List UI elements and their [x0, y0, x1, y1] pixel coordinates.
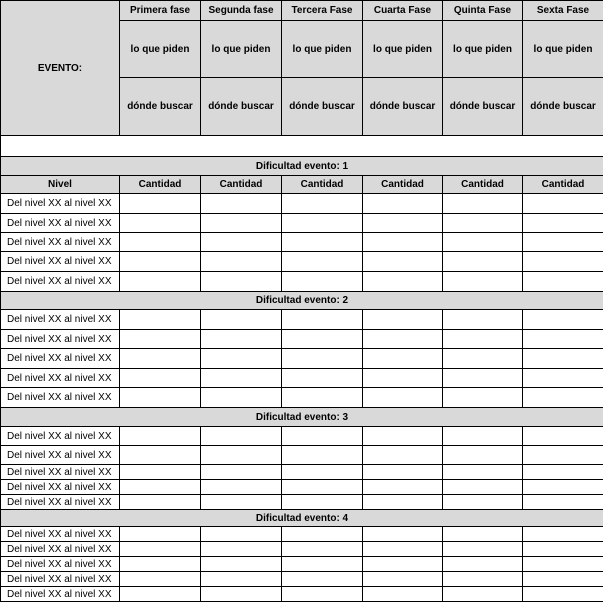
cantidad-cell[interactable] [443, 557, 523, 572]
cantidad-cell[interactable] [443, 369, 523, 388]
cantidad-cell[interactable] [523, 272, 603, 292]
level-cell: Del nivel XX al nivel XX [1, 587, 120, 602]
cantidad-cell[interactable] [282, 272, 363, 292]
cantidad-cell[interactable] [120, 272, 201, 292]
cantidad-cell[interactable] [443, 465, 523, 480]
cantidad-cell[interactable] [120, 427, 201, 446]
cantidad-cell[interactable] [120, 495, 201, 510]
table-row [1, 194, 603, 214]
cantidad-cell[interactable] [120, 572, 201, 587]
cantidad-cell[interactable] [201, 572, 282, 587]
cantidad-cell[interactable] [363, 349, 443, 369]
cantidad-cell[interactable] [443, 388, 523, 408]
level-cell: Del nivel XX al nivel XX [1, 446, 120, 465]
cantidad-cell[interactable] [523, 527, 603, 542]
level-cell: Del nivel XX al nivel XX [1, 465, 120, 480]
level-cell: Del nivel XX al nivel XX [1, 572, 120, 587]
cantidad-cell[interactable] [443, 252, 523, 272]
cantidad-cell[interactable] [363, 495, 443, 510]
cantidad-cell[interactable] [120, 557, 201, 572]
cantidad-cell[interactable] [201, 495, 282, 510]
cantidad-cell[interactable] [120, 542, 201, 557]
cantidad-header-2: Cantidad [201, 176, 282, 194]
level-cell: Del nivel XX al nivel XX [1, 527, 120, 542]
phase-6-donde-buscar: dónde buscar [523, 78, 603, 136]
cantidad-cell[interactable] [201, 330, 282, 349]
level-cell: Del nivel XX al nivel XX [1, 349, 120, 369]
nivel-header: Nivel [1, 176, 120, 194]
table-row [1, 214, 603, 233]
cantidad-cell[interactable] [201, 446, 282, 465]
cantidad-cell[interactable] [282, 310, 363, 330]
cantidad-cell[interactable] [120, 388, 201, 408]
cantidad-header-3: Cantidad [282, 176, 363, 194]
cantidad-cell[interactable] [363, 272, 443, 292]
cantidad-header-1: Cantidad [120, 176, 201, 194]
cantidad-cell[interactable] [363, 480, 443, 495]
cantidad-cell[interactable] [363, 572, 443, 587]
cantidad-cell[interactable] [523, 446, 603, 465]
level-cell: Del nivel XX al nivel XX [1, 542, 120, 557]
table-row [1, 465, 603, 480]
cantidad-cell[interactable] [282, 214, 363, 233]
table-row [1, 446, 603, 465]
cantidad-cell[interactable] [282, 369, 363, 388]
cantidad-cell[interactable] [282, 495, 363, 510]
cantidad-cell[interactable] [120, 480, 201, 495]
cantidad-cell[interactable] [363, 427, 443, 446]
cantidad-cell[interactable] [523, 214, 603, 233]
cantidad-cell[interactable] [282, 587, 363, 602]
cantidad-cell[interactable] [363, 252, 443, 272]
cantidad-cell[interactable] [120, 446, 201, 465]
cantidad-cell[interactable] [363, 446, 443, 465]
cantidad-cell[interactable] [201, 480, 282, 495]
level-cell: Del nivel XX al nivel XX [1, 427, 120, 446]
level-cell: Del nivel XX al nivel XX [1, 214, 120, 233]
cantidad-cell[interactable] [201, 252, 282, 272]
section-3-title: Dificultad evento: 3 [1, 408, 603, 427]
cantidad-cell[interactable] [201, 214, 282, 233]
cantidad-cell[interactable] [201, 465, 282, 480]
cantidad-cell[interactable] [201, 427, 282, 446]
level-cell: Del nivel XX al nivel XX [1, 369, 120, 388]
cantidad-cell[interactable] [282, 480, 363, 495]
cantidad-cell[interactable] [523, 587, 603, 602]
level-cell: Del nivel XX al nivel XX [1, 480, 120, 495]
cantidad-cell[interactable] [363, 233, 443, 252]
cantidad-cell[interactable] [523, 194, 603, 214]
section-2-title: Dificultad evento: 2 [1, 292, 603, 310]
cantidad-cell[interactable] [282, 233, 363, 252]
cantidad-cell[interactable] [363, 557, 443, 572]
phase-6-header: Sexta Fase [523, 1, 603, 21]
cantidad-cell[interactable] [363, 465, 443, 480]
phase-5-header: Quinta Fase [443, 1, 523, 21]
cantidad-cell[interactable] [201, 587, 282, 602]
cantidad-cell[interactable] [120, 252, 201, 272]
cantidad-cell[interactable] [443, 330, 523, 349]
cantidad-cell[interactable] [363, 310, 443, 330]
cantidad-cell[interactable] [120, 349, 201, 369]
cantidad-cell[interactable] [363, 369, 443, 388]
table-row [1, 252, 603, 272]
phase-6-lo-que-piden: lo que piden [523, 21, 603, 78]
cantidad-cell[interactable] [201, 310, 282, 330]
cantidad-cell[interactable] [282, 349, 363, 369]
cantidad-header-6: Cantidad [523, 176, 603, 194]
cantidad-cell[interactable] [523, 542, 603, 557]
blank-row [1, 140, 603, 157]
table-row [1, 542, 603, 557]
cantidad-cell[interactable] [201, 349, 282, 369]
level-cell: Del nivel XX al nivel XX [1, 557, 120, 572]
cantidad-cell[interactable] [282, 527, 363, 542]
level-cell: Del nivel XX al nivel XX [1, 495, 120, 510]
cantidad-cell[interactable] [282, 252, 363, 272]
cantidad-cell[interactable] [523, 310, 603, 330]
cantidad-cell[interactable] [443, 310, 523, 330]
cantidad-cell[interactable] [363, 587, 443, 602]
cantidad-cell[interactable] [443, 272, 523, 292]
cantidad-cell[interactable] [282, 465, 363, 480]
cantidad-cell[interactable] [120, 214, 201, 233]
cantidad-cell[interactable] [523, 495, 603, 510]
table-row [1, 527, 603, 542]
level-cell: Del nivel XX al nivel XX [1, 310, 120, 330]
phase-4-lo-que-piden: lo que piden [363, 21, 443, 78]
cantidad-cell[interactable] [201, 272, 282, 292]
table-row [1, 557, 603, 572]
cantidad-cell[interactable] [443, 587, 523, 602]
cantidad-cell[interactable] [120, 330, 201, 349]
level-cell: Del nivel XX al nivel XX [1, 252, 120, 272]
phase-5-donde-buscar: dónde buscar [443, 78, 523, 136]
cantidad-cell[interactable] [120, 527, 201, 542]
cantidad-cell[interactable] [282, 557, 363, 572]
phase-2-donde-buscar: dónde buscar [201, 78, 282, 136]
cantidad-cell[interactable] [363, 194, 443, 214]
table-row [1, 330, 603, 349]
level-cell: Del nivel XX al nivel XX [1, 272, 120, 292]
cantidad-header-4: Cantidad [363, 176, 443, 194]
cantidad-cell[interactable] [201, 542, 282, 557]
cantidad-cell[interactable] [120, 369, 201, 388]
cantidad-cell[interactable] [201, 194, 282, 214]
cantidad-cell[interactable] [443, 572, 523, 587]
table-row [1, 427, 603, 446]
table-row [1, 572, 603, 587]
cantidad-cell[interactable] [523, 252, 603, 272]
phase-4-header: Cuarta Fase [363, 1, 443, 21]
phase-3-lo-que-piden: lo que piden [282, 21, 363, 78]
section-1-title: Dificultad evento: 1 [1, 157, 603, 176]
cantidad-cell[interactable] [443, 194, 523, 214]
cantidad-cell[interactable] [363, 214, 443, 233]
cantidad-cell[interactable] [443, 495, 523, 510]
cantidad-cell[interactable] [523, 388, 603, 408]
cantidad-cell[interactable] [201, 233, 282, 252]
cantidad-header-5: Cantidad [443, 176, 523, 194]
cantidad-cell[interactable] [282, 330, 363, 349]
cantidad-cell[interactable] [120, 194, 201, 214]
cantidad-cell[interactable] [282, 542, 363, 557]
cantidad-cell[interactable] [363, 542, 443, 557]
phase-3-header: Tercera Fase [282, 1, 363, 21]
table-row [1, 369, 603, 388]
table-row [1, 272, 603, 292]
cantidad-cell[interactable] [282, 427, 363, 446]
cantidad-cell[interactable] [443, 427, 523, 446]
cantidad-cell[interactable] [523, 349, 603, 369]
level-cell: Del nivel XX al nivel XX [1, 330, 120, 349]
cantidad-cell[interactable] [201, 369, 282, 388]
cantidad-cell[interactable] [523, 480, 603, 495]
evento-label: EVENTO: [1, 1, 120, 136]
cantidad-cell[interactable] [523, 427, 603, 446]
cantidad-cell[interactable] [443, 233, 523, 252]
table-row [1, 480, 603, 495]
cantidad-cell[interactable] [201, 388, 282, 408]
cantidad-cell[interactable] [282, 572, 363, 587]
cantidad-cell[interactable] [523, 330, 603, 349]
table-row [1, 310, 603, 330]
cantidad-cell[interactable] [443, 446, 523, 465]
phase-2-lo-que-piden: lo que piden [201, 21, 282, 78]
cantidad-cell[interactable] [523, 465, 603, 480]
table-row [1, 233, 603, 252]
cantidad-cell[interactable] [523, 233, 603, 252]
cantidad-cell[interactable] [201, 557, 282, 572]
phase-1-lo-que-piden: lo que piden [120, 21, 201, 78]
phase-1-header: Primera fase [120, 1, 201, 21]
cantidad-cell[interactable] [443, 214, 523, 233]
cantidad-cell[interactable] [120, 310, 201, 330]
table-row [1, 495, 603, 510]
cantidad-cell[interactable] [120, 233, 201, 252]
level-cell: Del nivel XX al nivel XX [1, 388, 120, 408]
cantidad-cell[interactable] [443, 542, 523, 557]
phase-2-header: Segunda fase [201, 1, 282, 21]
cantidad-cell[interactable] [120, 465, 201, 480]
level-cell: Del nivel XX al nivel XX [1, 194, 120, 214]
phase-3-donde-buscar: dónde buscar [282, 78, 363, 136]
table-row [1, 388, 603, 408]
phase-1-donde-buscar: dónde buscar [120, 78, 201, 136]
cantidad-cell[interactable] [363, 388, 443, 408]
cantidad-cell[interactable] [201, 527, 282, 542]
cantidad-cell[interactable] [523, 369, 603, 388]
cantidad-cell[interactable] [443, 349, 523, 369]
cantidad-cell[interactable] [443, 480, 523, 495]
phase-5-lo-que-piden: lo que piden [443, 21, 523, 78]
level-cell: Del nivel XX al nivel XX [1, 233, 120, 252]
cantidad-cell[interactable] [282, 194, 363, 214]
cantidad-cell[interactable] [523, 572, 603, 587]
table-row [1, 349, 603, 369]
cantidad-cell[interactable] [363, 330, 443, 349]
cantidad-cell[interactable] [523, 557, 603, 572]
cantidad-cell[interactable] [363, 527, 443, 542]
section-4-title: Dificultad evento: 4 [1, 510, 603, 527]
cantidad-cell[interactable] [282, 446, 363, 465]
phase-4-donde-buscar: dónde buscar [363, 78, 443, 136]
cantidad-cell[interactable] [120, 587, 201, 602]
cantidad-cell[interactable] [282, 388, 363, 408]
table-row [1, 587, 603, 602]
cantidad-cell[interactable] [443, 527, 523, 542]
